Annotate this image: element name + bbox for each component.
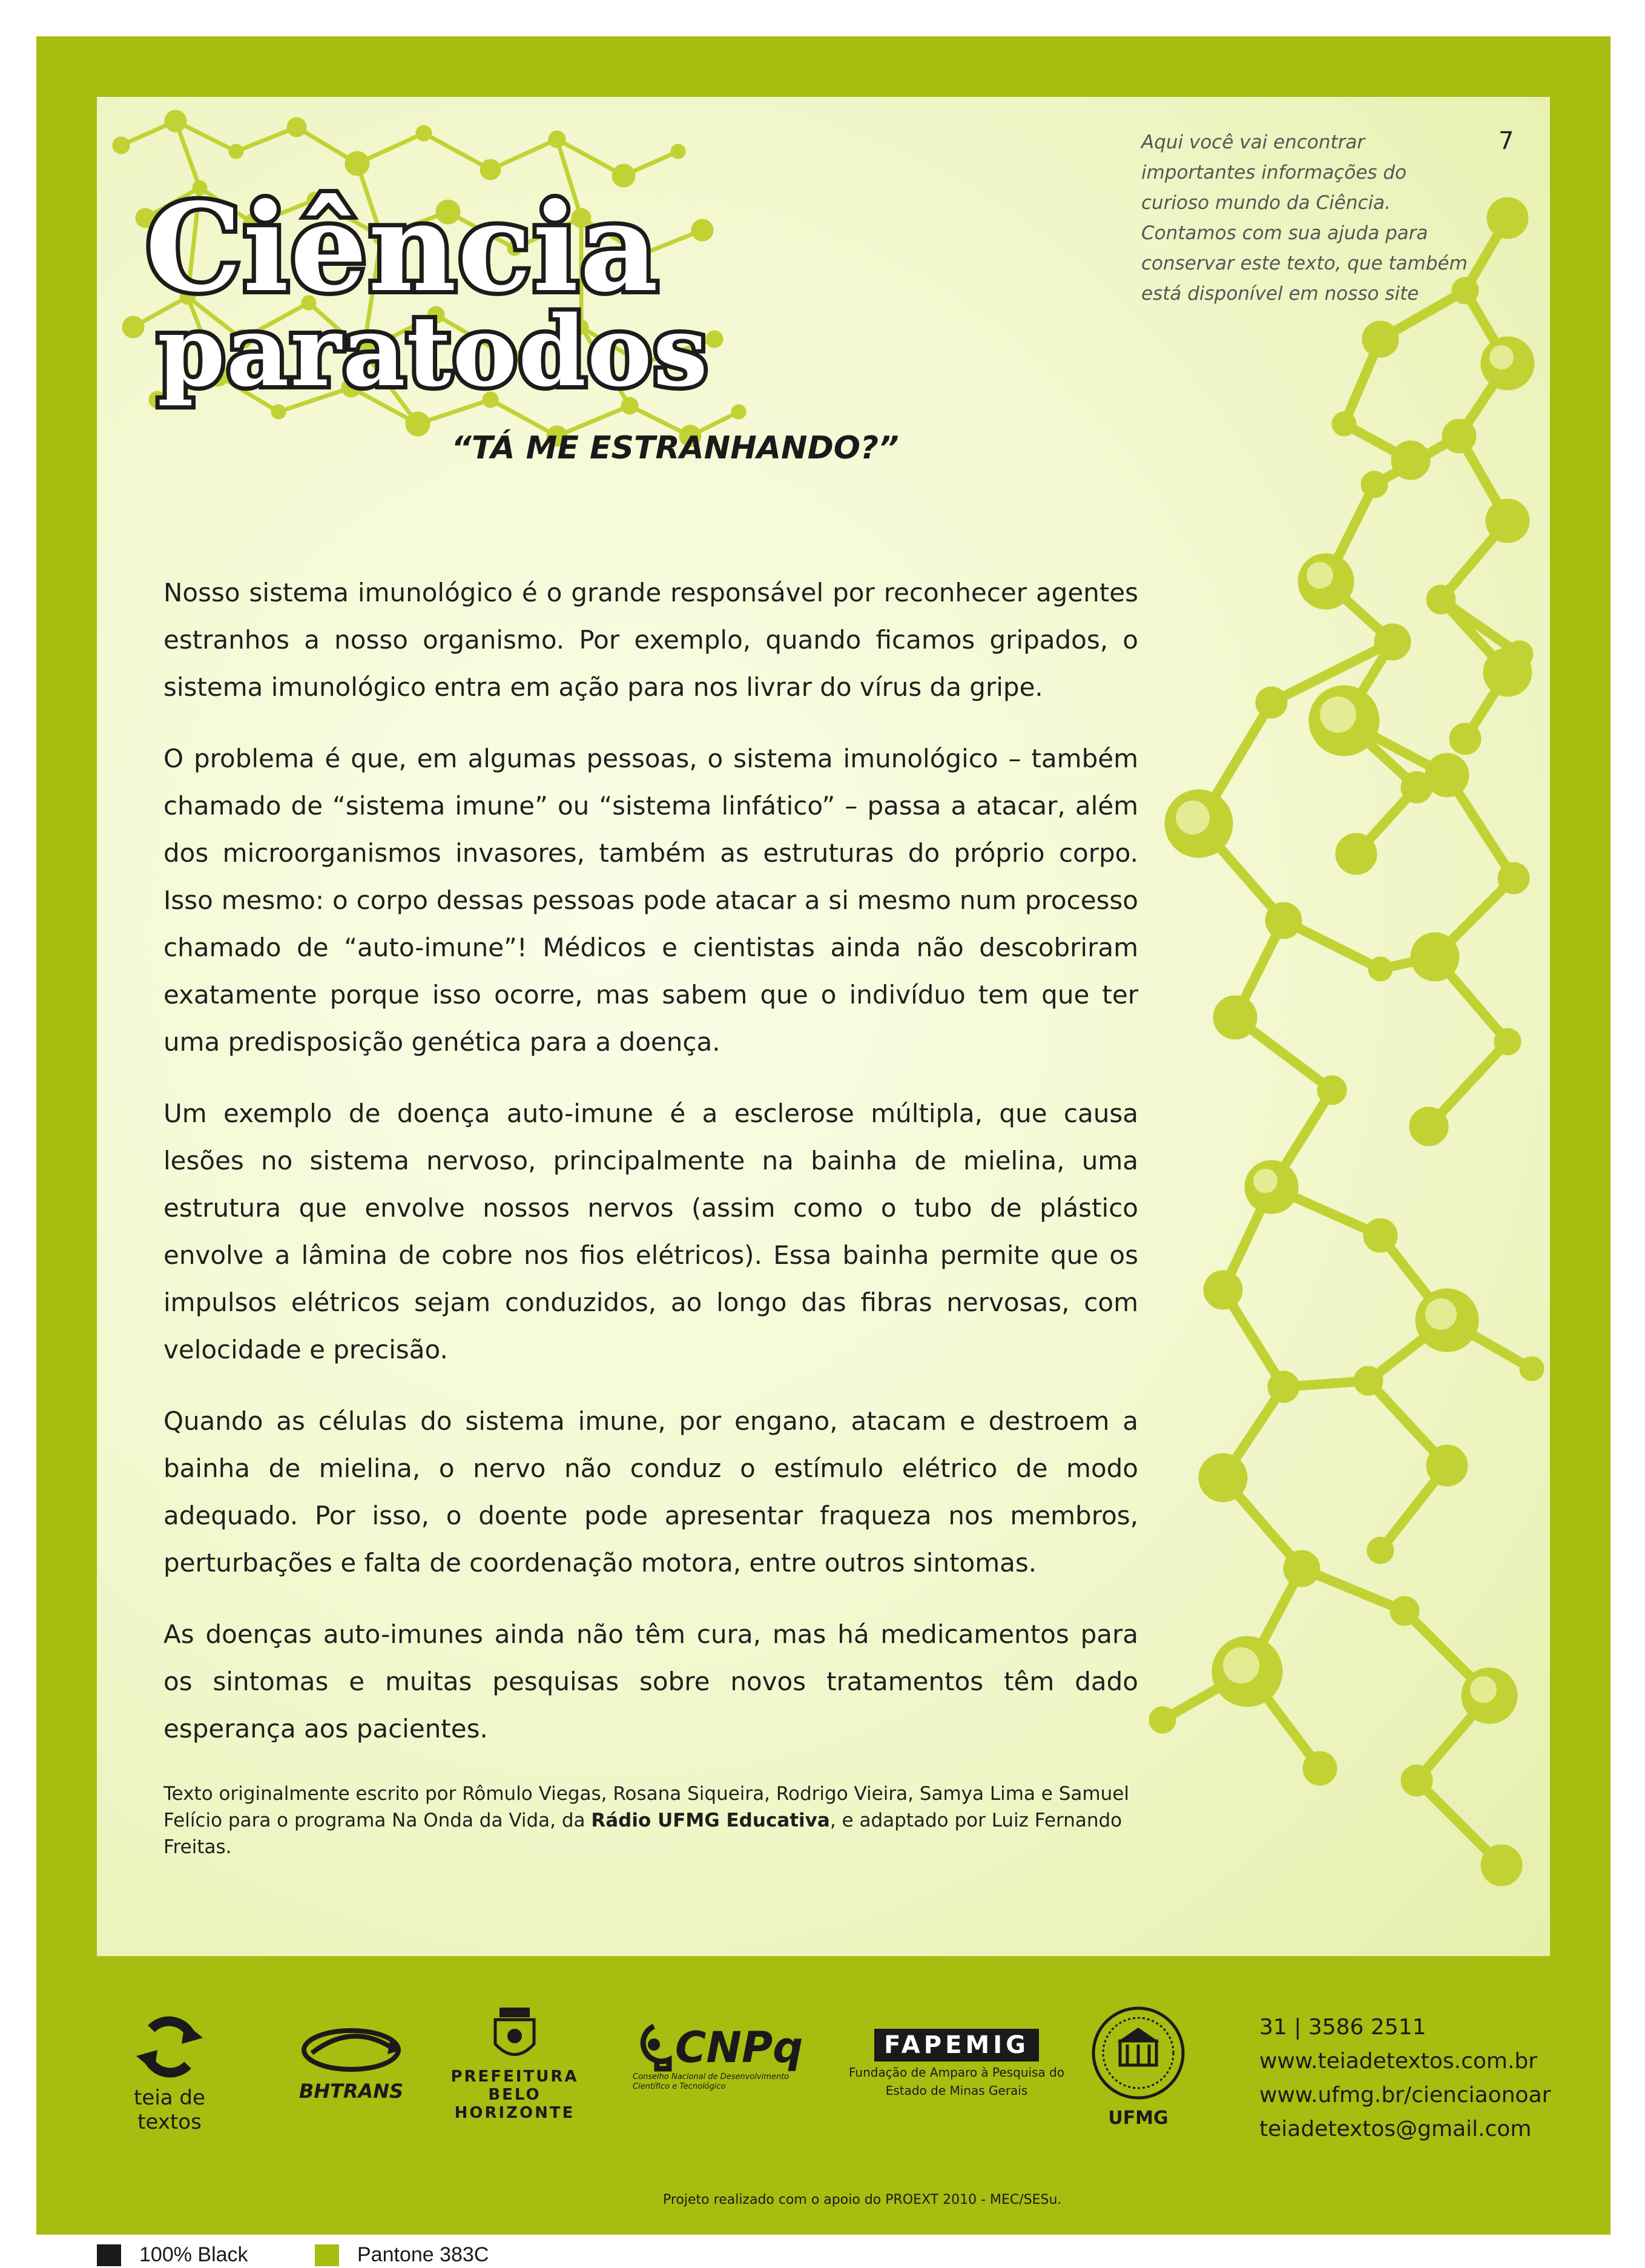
- prefeitura-line1: PREFEITURA: [450, 2068, 579, 2086]
- city-crest-icon: [490, 2005, 539, 2065]
- intro-line: Aqui você vai encontrar: [1141, 131, 1365, 153]
- bhtrans-label: BHTRANS: [298, 2080, 404, 2103]
- page-number: 7: [1498, 127, 1514, 155]
- body-paragraph: Nosso sistema imunológico é o grande responsável por reconhecer agentes estranhos a nosso organismo. Por exemplo, quando ficamos gripados, o sistema imunológico entra em ação para nos livrar do vírus da gripe.: [163, 578, 1138, 702]
- cnpq-head-icon: [633, 2023, 675, 2072]
- prefeitura-bh-logo: [442, 2005, 587, 2122]
- author-credit: [163, 1780, 1169, 1860]
- body-paragraph: Quando as células do sistema imune, por engano, atacam e destroem a bainha de mielina, o nervo não conduz o estímulo elétrico de modo adequado. Por isso, o doente pode apresentar fraqueza nos membros, perturbações e falta de coordenação motora, entre outros sintomas.: [163, 1406, 1138, 1578]
- ufmg-seal-icon: [1090, 2005, 1187, 2101]
- body-paragraph: As doenças auto-imunes ainda não têm cura, mas há medicamentos para os sintomas e muitas pesquisas sobre novos tratamentos têm dado esperança aos pacientes.: [163, 1619, 1138, 1744]
- black-swatch-label: 100% Black: [139, 2243, 248, 2266]
- content-panel: [97, 97, 1550, 1956]
- recycle-arrows-icon: [133, 2011, 206, 2083]
- cnpq-logo: [633, 2023, 826, 2092]
- intro-line: conservar este texto, que também: [1141, 253, 1468, 274]
- intro-note: [1141, 127, 1480, 309]
- article-body: [163, 569, 1138, 1777]
- credit-text: Texto originalmente escrito por Rômulo Viegas, Rosana Siqueira, Rodrigo Vieira, Samya Lima e Samuel Felício para o programa Na Onda da Vida, da: [163, 1783, 1129, 1831]
- contact-website[interactable]: www.teiadetextos.com.br: [1259, 2049, 1538, 2074]
- fapemig-wordmark: FAPEMIG: [874, 2029, 1039, 2061]
- intro-line: importantes informações do: [1141, 162, 1407, 183]
- prefeitura-line2: BELO HORIZONTE: [454, 2086, 575, 2122]
- intro-line: Contamos com sua ajuda para: [1141, 222, 1428, 244]
- body-paragraph: Um exemplo de doença auto-imune é a esclerose múltipla, que causa lesões no sistema nervoso, principalmente na bainha de mielina, uma estrutura que envolve nossos nervos (assim como o tubo de plástico envolve a lâmina de cobre nos fios elétricos). Essa bainha permite que os impulsos elétricos sejam conduzidos, ao longo das fibras nervosas, com velocidade e precisão.: [163, 1099, 1138, 1364]
- contact-email[interactable]: teiadetextos@gmail.com: [1259, 2117, 1532, 2141]
- teia-label: teia de textos: [134, 2086, 205, 2134]
- cnpq-subtitle-1: Conselho Nacional de Desenvolvimento: [633, 2072, 790, 2081]
- logo-title-line1: Ciência: [145, 177, 660, 319]
- pantone-swatch: [315, 2244, 339, 2266]
- credit-radio-name: Rádio UFMG Educativa: [591, 1810, 830, 1831]
- intro-line: curioso mundo da Ciência.: [1141, 192, 1391, 214]
- bhtrans-swirl-icon: [300, 2023, 403, 2077]
- credit-text-end: , e adaptado por Luiz Fernando Freitas.: [163, 1810, 1122, 1858]
- intro-line: está disponível em nosso site: [1141, 283, 1419, 305]
- cnpq-subtitle-2: Científico e Tecnológico: [633, 2082, 726, 2091]
- body-paragraph: O problema é que, em algumas pessoas, o sistema imunológico – também chamado de “sistema imune” ou “sistema linfático” – passa a atacar, além dos microorganismos invasores, também as estruturas do próprio corpo. Isso mesmo: o corpo dessas pessoas pode atacar a si mesmo num processo chamado de “auto-imune”! Médicos e cientistas ainda não descobriram exatamente porque isso ocorre, mas sabem que o indivíduo tem que ter uma predisposição genética para a doença.: [163, 744, 1138, 1057]
- bhtrans-logo: [291, 2023, 412, 2103]
- contact-info: [1259, 2011, 1551, 2146]
- logo-title-line2: paratodos: [157, 294, 709, 408]
- contact-website[interactable]: www.ufmg.br/cienciaonoar: [1259, 2083, 1551, 2108]
- sponsor-footer: [36, 1956, 1610, 2235]
- fapemig-subtitle-2: Estado de Minas Gerais: [885, 2083, 1028, 2098]
- ufmg-label: UFMG: [1108, 2108, 1169, 2129]
- teia-de-textos-logo: [103, 2011, 236, 2134]
- article-headline: “TÁ ME ESTRANHANDO?”: [451, 430, 899, 466]
- fapemig-subtitle-1: Fundação de Amparo à Pesquisa do: [849, 2065, 1064, 2080]
- ufmg-logo: [1078, 2005, 1199, 2129]
- cnpq-wordmark: CNPq: [675, 2023, 803, 2072]
- contact-phone: 31 | 3586 2511: [1259, 2015, 1426, 2040]
- black-swatch: [97, 2244, 121, 2266]
- pantone-swatch-label: Pantone 383C: [357, 2243, 489, 2266]
- proext-note: Projeto realizado com o apoio do PROEXT 2010 - MEC/SESu.: [663, 2192, 1062, 2207]
- fapemig-logo: [842, 2029, 1072, 2098]
